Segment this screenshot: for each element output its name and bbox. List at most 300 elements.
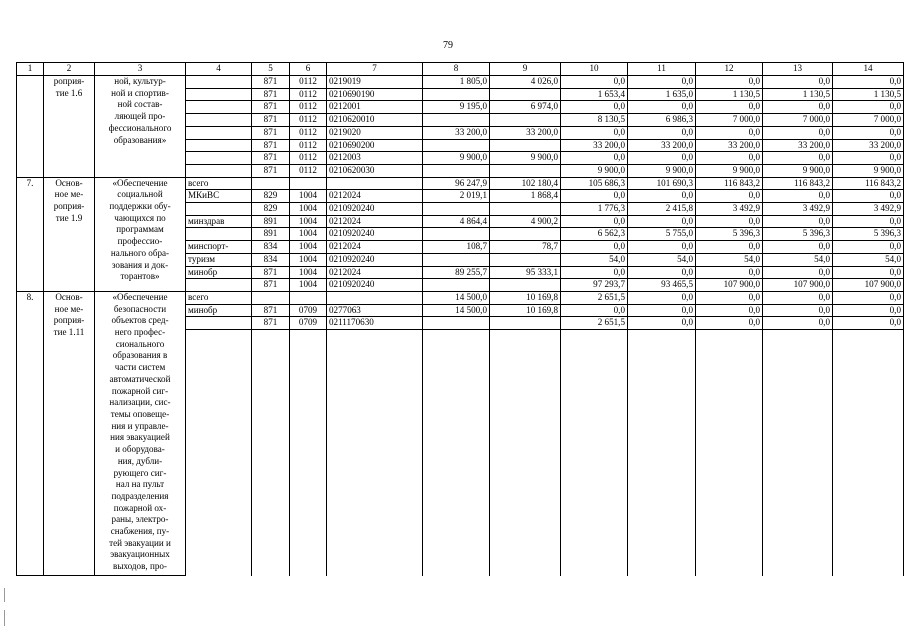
empty-cell: [327, 377, 423, 389]
column-header: 14: [833, 63, 904, 76]
empty-cell: [833, 505, 904, 517]
executor-cell: [186, 203, 252, 216]
empty-cell: [833, 552, 904, 564]
measure-label: роприя- тие 1.6: [44, 76, 95, 178]
empty-cell: [423, 412, 490, 424]
empty-cell: [490, 505, 561, 517]
empty-cell: [763, 470, 833, 482]
empty-cell: [696, 365, 763, 377]
value-cell: 33 200,0: [763, 139, 833, 152]
empty-cell: [763, 529, 833, 541]
value-cell: 0,0: [628, 266, 696, 279]
row-number: 7.: [17, 177, 44, 291]
empty-cell: [833, 470, 904, 482]
value-cell: [490, 279, 561, 292]
section-code-cell: 0709: [290, 304, 327, 317]
empty-cell: [696, 342, 763, 354]
value-cell: [423, 279, 490, 292]
value-cell: 54,0: [628, 253, 696, 266]
empty-cell: [186, 400, 252, 412]
section-code-cell: 0112: [290, 101, 327, 114]
empty-cell: [763, 552, 833, 564]
empty-cell: [290, 505, 327, 517]
page-number: 79: [443, 40, 453, 51]
target-code-cell: 0210920240: [327, 279, 423, 292]
empty-cell: [423, 540, 490, 552]
empty-cell: [186, 459, 252, 471]
section-code-cell: 0112: [290, 139, 327, 152]
value-cell: 14 500,0: [423, 291, 490, 304]
value-cell: 4 026,0: [490, 76, 561, 89]
value-cell: 6 562,3: [561, 228, 628, 241]
value-cell: 2 651,5: [561, 291, 628, 304]
empty-cell: [490, 552, 561, 564]
executor-cell: [186, 114, 252, 127]
empty-cell: [290, 330, 327, 342]
executor-cell: [186, 228, 252, 241]
section-code-cell: 1004: [290, 279, 327, 292]
empty-cell: [696, 400, 763, 412]
value-cell: 107 900,0: [763, 279, 833, 292]
empty-cell: [290, 529, 327, 541]
empty-cell: [490, 459, 561, 471]
value-cell: 33 200,0: [561, 139, 628, 152]
empty-cell: [423, 494, 490, 506]
empty-cell: [628, 552, 696, 564]
empty-cell: [252, 365, 290, 377]
empty-cell: [696, 529, 763, 541]
executor-cell: [186, 317, 252, 330]
empty-cell: [327, 447, 423, 459]
empty-cell: [490, 540, 561, 552]
executor-cell: [186, 164, 252, 177]
empty-cell: [561, 400, 628, 412]
empty-cell: [252, 552, 290, 564]
value-cell: 1 130,5: [763, 88, 833, 101]
value-cell: 78,7: [490, 241, 561, 254]
empty-cell: [290, 424, 327, 436]
value-cell: 0,0: [763, 304, 833, 317]
value-cell: 9 900,0: [628, 164, 696, 177]
value-cell: 0,0: [561, 266, 628, 279]
empty-cell: [327, 365, 423, 377]
empty-cell: [490, 470, 561, 482]
empty-cell: [290, 342, 327, 354]
empty-cell: [763, 540, 833, 552]
empty-cell: [833, 424, 904, 436]
value-cell: 7 000,0: [763, 114, 833, 127]
empty-cell: [423, 353, 490, 365]
empty-cell: [628, 459, 696, 471]
empty-cell: [696, 447, 763, 459]
empty-cell: [252, 470, 290, 482]
section-code-cell: 0112: [290, 152, 327, 165]
empty-cell: [252, 400, 290, 412]
measure-description: «Обеспечение безопасности объектов сред- него профес- сионального образования в части систем автоматической пожарной сиг- нализации, сис- темы оповеще- ния и управле- ния эвакуацией и оборудова- ния, дубли- рующего сиг- нал на пульт подразделения пожарной ох- раны, электро- снабжения, пу- тей эвакуации и эвакуационных выходов, про-: [95, 291, 186, 575]
value-cell: [423, 88, 490, 101]
value-cell: 1 776,3: [561, 203, 628, 216]
empty-cell: [763, 377, 833, 389]
empty-cell: [696, 412, 763, 424]
value-cell: 14 500,0: [423, 304, 490, 317]
column-header: 9: [490, 63, 561, 76]
target-code-cell: 0211170630: [327, 317, 423, 330]
empty-cell: [186, 494, 252, 506]
value-cell: 0,0: [696, 291, 763, 304]
gr-code-cell: 871: [252, 76, 290, 89]
empty-cell: [763, 435, 833, 447]
value-cell: 0,0: [833, 152, 904, 165]
value-cell: 9 900,0: [490, 152, 561, 165]
empty-cell: [327, 529, 423, 541]
empty-cell: [628, 342, 696, 354]
value-cell: 0,0: [833, 304, 904, 317]
measure-label: Основ- ное ме- роприя- тие 1.9: [44, 177, 95, 291]
section-code-cell: 0112: [290, 164, 327, 177]
column-header: 5: [252, 63, 290, 76]
column-header: 13: [763, 63, 833, 76]
empty-cell: [561, 459, 628, 471]
value-cell: 3 492,9: [833, 203, 904, 216]
empty-cell: [561, 540, 628, 552]
empty-cell: [490, 482, 561, 494]
empty-cell: [327, 330, 423, 342]
executor-cell: [186, 126, 252, 139]
empty-cell: [252, 564, 290, 576]
value-cell: 96 247,9: [423, 177, 490, 190]
value-cell: 54,0: [763, 253, 833, 266]
column-header: 12: [696, 63, 763, 76]
value-cell: 9 900,0: [763, 164, 833, 177]
empty-cell: [833, 389, 904, 401]
value-cell: 0,0: [561, 190, 628, 203]
value-cell: 0,0: [763, 266, 833, 279]
empty-cell: [628, 505, 696, 517]
section-code-cell: 1004: [290, 228, 327, 241]
empty-cell: [423, 342, 490, 354]
empty-cell: [696, 353, 763, 365]
value-cell: 2 019,1: [423, 190, 490, 203]
empty-cell: [423, 505, 490, 517]
empty-cell: [696, 470, 763, 482]
empty-cell: [490, 517, 561, 529]
empty-cell: [628, 447, 696, 459]
empty-cell: [696, 424, 763, 436]
empty-cell: [252, 435, 290, 447]
empty-cell: [628, 540, 696, 552]
empty-cell: [290, 552, 327, 564]
value-cell: 93 465,5: [628, 279, 696, 292]
empty-cell: [833, 353, 904, 365]
empty-cell: [833, 517, 904, 529]
empty-cell: [628, 529, 696, 541]
section-code-cell: 1004: [290, 215, 327, 228]
target-code-cell: 0212024: [327, 266, 423, 279]
value-cell: 108,7: [423, 241, 490, 254]
empty-cell: [490, 529, 561, 541]
empty-cell: [252, 353, 290, 365]
column-header: 1: [17, 63, 44, 76]
column-header: 8: [423, 63, 490, 76]
executor-cell: всего: [186, 177, 252, 190]
gr-code-cell: 871: [252, 152, 290, 165]
empty-cell: [186, 330, 252, 342]
empty-cell: [490, 353, 561, 365]
value-cell: 0,0: [561, 215, 628, 228]
value-cell: 5 755,0: [628, 228, 696, 241]
value-cell: 1 653,4: [561, 88, 628, 101]
empty-cell: [290, 470, 327, 482]
empty-cell: [252, 540, 290, 552]
value-cell: 0,0: [833, 126, 904, 139]
empty-cell: [763, 342, 833, 354]
table-row: [17, 177, 904, 190]
section-code-cell: 0112: [290, 76, 327, 89]
empty-cell: [490, 424, 561, 436]
empty-cell: [252, 529, 290, 541]
empty-cell: [490, 400, 561, 412]
value-cell: 116 843,2: [696, 177, 763, 190]
empty-cell: [628, 494, 696, 506]
gr-code-cell: 834: [252, 241, 290, 254]
empty-cell: [423, 470, 490, 482]
value-cell: 54,0: [696, 253, 763, 266]
value-cell: 9 900,0: [561, 164, 628, 177]
value-cell: 0,0: [696, 241, 763, 254]
empty-cell: [561, 564, 628, 576]
empty-cell: [561, 482, 628, 494]
empty-cell: [186, 447, 252, 459]
table-row: [17, 291, 904, 304]
empty-cell: [252, 517, 290, 529]
value-cell: 116 843,2: [833, 177, 904, 190]
value-cell: 0,0: [696, 152, 763, 165]
empty-cell: [490, 564, 561, 576]
empty-cell: [628, 389, 696, 401]
value-cell: 0,0: [696, 215, 763, 228]
value-cell: 0,0: [628, 76, 696, 89]
empty-cell: [290, 435, 327, 447]
empty-cell: [561, 377, 628, 389]
empty-cell: [696, 540, 763, 552]
empty-cell: [833, 330, 904, 342]
value-cell: 0,0: [628, 241, 696, 254]
value-cell: 0,0: [763, 215, 833, 228]
value-cell: [423, 253, 490, 266]
executor-cell: туризм: [186, 253, 252, 266]
empty-cell: [833, 529, 904, 541]
empty-cell: [628, 564, 696, 576]
section-code-cell: 0112: [290, 114, 327, 127]
value-cell: [423, 203, 490, 216]
empty-cell: [833, 342, 904, 354]
empty-cell: [327, 470, 423, 482]
target-code-cell: 0212001: [327, 101, 423, 114]
gr-code-cell: 891: [252, 215, 290, 228]
value-cell: 0,0: [763, 190, 833, 203]
empty-cell: [696, 389, 763, 401]
value-cell: 0,0: [628, 152, 696, 165]
empty-cell: [561, 470, 628, 482]
empty-cell: [327, 459, 423, 471]
gr-code-cell: [252, 177, 290, 190]
target-code-cell: 0212024: [327, 190, 423, 203]
empty-cell: [423, 377, 490, 389]
empty-cell: [833, 459, 904, 471]
column-header: 11: [628, 63, 696, 76]
empty-cell: [696, 482, 763, 494]
measure-label: Основ- ное ме- роприя- тие 1.11: [44, 291, 95, 575]
value-cell: 9 900,0: [696, 164, 763, 177]
value-cell: 5 396,3: [696, 228, 763, 241]
value-cell: 1 805,0: [423, 76, 490, 89]
section-code-cell: 1004: [290, 266, 327, 279]
value-cell: 0,0: [628, 317, 696, 330]
executor-cell: [186, 139, 252, 152]
row-number: [17, 76, 44, 178]
empty-cell: [252, 447, 290, 459]
empty-cell: [290, 517, 327, 529]
value-cell: 107 900,0: [833, 279, 904, 292]
value-cell: [490, 114, 561, 127]
empty-cell: [327, 342, 423, 354]
empty-cell: [327, 389, 423, 401]
empty-cell: [561, 529, 628, 541]
value-cell: 0,0: [696, 304, 763, 317]
empty-cell: [423, 552, 490, 564]
value-cell: 0,0: [696, 266, 763, 279]
empty-cell: [490, 494, 561, 506]
value-cell: 0,0: [628, 190, 696, 203]
value-cell: 54,0: [561, 253, 628, 266]
value-cell: 1 868,4: [490, 190, 561, 203]
empty-cell: [833, 377, 904, 389]
empty-cell: [252, 412, 290, 424]
value-cell: 9 195,0: [423, 101, 490, 114]
gr-code-cell: 834: [252, 253, 290, 266]
value-cell: 0,0: [833, 190, 904, 203]
empty-cell: [290, 389, 327, 401]
value-cell: 6 986,3: [628, 114, 696, 127]
gr-code-cell: 871: [252, 304, 290, 317]
gr-code-cell: 871: [252, 126, 290, 139]
value-cell: 97 293,7: [561, 279, 628, 292]
value-cell: 7 000,0: [696, 114, 763, 127]
empty-cell: [327, 424, 423, 436]
empty-cell: [628, 412, 696, 424]
value-cell: 101 690,3: [628, 177, 696, 190]
empty-cell: [186, 377, 252, 389]
target-code-cell: 0277063: [327, 304, 423, 317]
executor-cell: [186, 76, 252, 89]
value-cell: 0,0: [696, 76, 763, 89]
measure-description: ной, культур- ной и спортив- ной состав- ляющей про- фессионального образования»: [95, 76, 186, 178]
empty-cell: [252, 330, 290, 342]
section-code-cell: 1004: [290, 190, 327, 203]
empty-cell: [490, 389, 561, 401]
value-cell: 10 169,8: [490, 304, 561, 317]
value-cell: 5 396,3: [833, 228, 904, 241]
empty-cell: [423, 447, 490, 459]
empty-cell: [186, 552, 252, 564]
value-cell: 105 686,3: [561, 177, 628, 190]
value-cell: 0,0: [561, 126, 628, 139]
value-cell: 10 169,8: [490, 291, 561, 304]
empty-cell: [290, 447, 327, 459]
executor-cell: всего: [186, 291, 252, 304]
empty-cell: [186, 529, 252, 541]
value-cell: 0,0: [696, 101, 763, 114]
empty-cell: [696, 505, 763, 517]
target-code-cell: [327, 177, 423, 190]
value-cell: [423, 228, 490, 241]
empty-cell: [696, 459, 763, 471]
empty-cell: [290, 494, 327, 506]
empty-cell: [290, 540, 327, 552]
value-cell: 0,0: [763, 126, 833, 139]
value-cell: [490, 228, 561, 241]
empty-cell: [763, 564, 833, 576]
executor-cell: минобр: [186, 304, 252, 317]
value-cell: 1 130,5: [833, 88, 904, 101]
value-cell: 0,0: [833, 317, 904, 330]
empty-cell: [490, 342, 561, 354]
empty-cell: [763, 494, 833, 506]
section-code-cell: 1004: [290, 241, 327, 254]
empty-cell: [186, 353, 252, 365]
value-cell: 9 900,0: [423, 152, 490, 165]
empty-cell: [327, 552, 423, 564]
empty-cell: [327, 412, 423, 424]
empty-cell: [763, 330, 833, 342]
empty-cell: [327, 505, 423, 517]
value-cell: [490, 253, 561, 266]
empty-cell: [252, 494, 290, 506]
empty-cell: [628, 435, 696, 447]
target-code-cell: 0210920240: [327, 203, 423, 216]
empty-cell: [290, 377, 327, 389]
column-header: 4: [186, 63, 252, 76]
value-cell: 107 900,0: [696, 279, 763, 292]
empty-cell: [696, 330, 763, 342]
value-cell: 33 200,0: [628, 139, 696, 152]
section-code-cell: 0709: [290, 317, 327, 330]
value-cell: 0,0: [696, 126, 763, 139]
value-cell: 9 900,0: [833, 164, 904, 177]
column-header: 3: [95, 63, 186, 76]
margin-mark: [4, 588, 5, 602]
empty-cell: [833, 412, 904, 424]
empty-cell: [561, 365, 628, 377]
target-code-cell: 0210620010: [327, 114, 423, 127]
empty-cell: [628, 400, 696, 412]
empty-cell: [186, 365, 252, 377]
table-row: [17, 76, 904, 89]
empty-cell: [628, 377, 696, 389]
empty-cell: [833, 494, 904, 506]
value-cell: 5 396,3: [763, 228, 833, 241]
empty-cell: [628, 353, 696, 365]
empty-cell: [561, 494, 628, 506]
value-cell: 89 255,7: [423, 266, 490, 279]
empty-cell: [252, 389, 290, 401]
value-cell: 54,0: [833, 253, 904, 266]
value-cell: 8 130,5: [561, 114, 628, 127]
empty-cell: [186, 540, 252, 552]
empty-cell: [290, 482, 327, 494]
empty-cell: [628, 365, 696, 377]
section-code-cell: 0112: [290, 126, 327, 139]
